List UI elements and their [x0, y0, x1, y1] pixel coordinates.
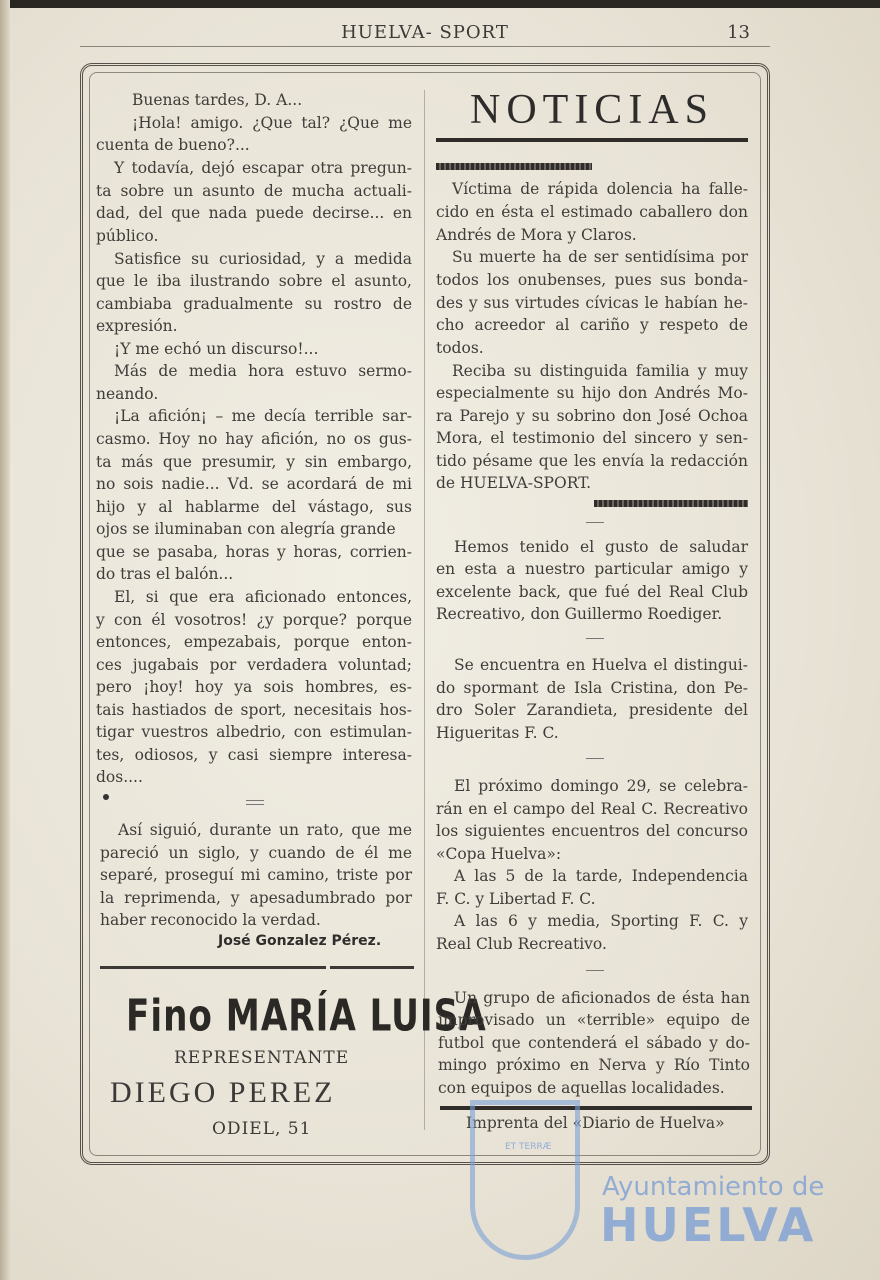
text-line: dad, del que nada puede decirse... en: [96, 204, 412, 222]
text-line: cuenta de bueno?...: [96, 136, 250, 154]
watermark-line-1: Ayuntamiento de: [602, 1172, 825, 1202]
text-line: Su muerte ha de ser sentidísima por: [452, 248, 748, 266]
text-line: dro Soler Zarandieta, presidente del: [436, 701, 748, 719]
running-head: [80, 20, 770, 47]
text-line: «Copa Huelva»:: [436, 845, 562, 863]
ad-top-rule: [100, 966, 326, 969]
ad-address: ODIEL, 51: [212, 1119, 312, 1139]
text-line: ¡Hola! amigo. ¿Que tal? ¿Que me: [132, 114, 412, 132]
text-line: tais hastiados de sport, necesitais hos-: [96, 701, 412, 719]
text-line: haber reconocido la verdad.: [100, 911, 321, 929]
text-line: ¡La afición¡ – me decía terrible sar-: [114, 407, 412, 425]
text-line: improvisado un «terrible» equipo de: [438, 1011, 750, 1029]
text-line: Y todavía, dejó escapar otra pregun-: [114, 159, 412, 177]
text-line: Hemos tenido el gusto de saludar: [454, 538, 748, 556]
text-line: ¡Y me echó un discurso!...: [114, 340, 319, 358]
text-line: cido en ésta el estimado caballero don: [436, 203, 748, 221]
text-line: cho acreedor al cariño y respeto de: [436, 316, 748, 334]
section-heading: NOTICIAS: [470, 87, 714, 133]
section-separator: [586, 970, 604, 971]
article-signature: José Gonzalez Pérez.: [218, 933, 382, 949]
ad-person: DIEGO PEREZ: [110, 1076, 336, 1109]
page-binding-edge: [0, 0, 10, 1280]
watermark-line-2: HUELVA: [600, 1198, 817, 1252]
shield-motto: ET TERRÆ: [505, 1142, 552, 1152]
text-line: Más de media hora estuvo sermo-: [114, 362, 412, 380]
text-line: público.: [96, 227, 159, 245]
text-line: entonces, empezabais, porque enton-: [96, 633, 412, 651]
text-line: Real Club Recreativo.: [436, 935, 607, 953]
ink-dot: [103, 794, 109, 800]
column-divider: [424, 90, 425, 1130]
text-line: y con él vosotros! ¿y porque? porque: [96, 611, 412, 629]
text-line: Se encuentra en Huelva el distingui-: [454, 656, 748, 674]
ornamental-rule: [594, 500, 748, 507]
text-line: tigar vuestros albedrio, con estimulan-: [96, 723, 412, 741]
text-line: pero ¡hoy! hoy ya sois hombres, es-: [96, 678, 412, 696]
ad-role: REPRESENTANTE: [174, 1048, 350, 1068]
text-line: ta más que presumir, y sin embargo,: [96, 453, 412, 471]
text-line: Víctima de rápida dolencia ha falle-: [452, 180, 748, 198]
text-line: no sois nadie... Vd. se acordará de mi: [96, 475, 412, 493]
text-line: los siguientes encuentros del concurso: [436, 822, 748, 840]
text-line: Buenas tardes, D. A...: [132, 91, 303, 109]
text-line: tido pésame que les envía la redacción: [436, 452, 748, 470]
text-line: rán en el campo del Real C. Recreativo: [436, 800, 748, 818]
text-line: cambiaba gradualmente su rostro de: [96, 295, 412, 313]
text-line: que se pasaba, horas y horas, corrien-: [96, 543, 412, 561]
text-line: El próximo domingo 29, se celebra-: [454, 777, 748, 795]
text-line: de HUELVA-SPORT.: [436, 474, 592, 492]
text-line: pareció un siglo, y cuando de él me: [100, 844, 412, 862]
text-line: Así siguió, durante un rato, que me: [118, 821, 412, 839]
publication-title: HUELVA- SPORT: [341, 22, 509, 43]
heading-rule: [436, 138, 748, 142]
text-line: todos los onubenses, pues sus bonda-: [436, 271, 748, 289]
city-shield-logo: [470, 1100, 580, 1260]
text-line: A las 6 y media, Sporting F. C. y: [454, 912, 748, 930]
section-separator: [246, 800, 264, 801]
text-line: casmo. Hoy no hay afición, no os gus-: [96, 430, 412, 448]
text-line: ces jugabais por verdadera voluntad;: [96, 656, 412, 674]
text-line: Mora, el testimonio del sincero y sen-: [436, 429, 748, 447]
text-line: Recreativo, don Guillermo Roediger.: [436, 605, 723, 623]
text-line: con equipos de aquellas localidades.: [438, 1079, 725, 1097]
text-line: des y sus virtudes cívicas le habían he-: [436, 294, 748, 312]
page-number: 13: [727, 22, 750, 43]
text-line: tes, odiosos, y casi siempre interesa-: [96, 746, 412, 764]
text-line: ta sobre un asunto de mucha actuali-: [96, 182, 412, 200]
text-line: Andrés de Mora y Claros.: [436, 226, 637, 244]
text-line: futbol que contenderá el sábado y do-: [438, 1034, 750, 1052]
text-line: la reprimenda, y apesadumbrado por: [100, 889, 412, 907]
text-line: que le iba ilustrando sobre el asunto,: [96, 272, 412, 290]
text-line: do spormant de Isla Cristina, don Pe-: [436, 679, 748, 697]
text-line: Satisfice su curiosidad, y a medida: [114, 250, 412, 268]
text-line: Un grupo de aficionados de ésta han: [454, 989, 750, 1007]
text-line: F. C. y Libertad F. C.: [436, 890, 596, 908]
text-line: A las 5 de la tarde, Independencia: [454, 867, 748, 885]
section-separator: [586, 522, 604, 523]
text-line: dos....: [96, 768, 143, 786]
text-line: hijo y al hablarme del vástago, sus: [96, 498, 412, 516]
page-edge: [0, 0, 880, 8]
text-line: en esta a nuestro particular amigo y: [436, 560, 748, 578]
text-line: mingo próximo en Nerva y Río Tinto: [438, 1056, 750, 1074]
ad-brand-name: Fino MARÍA LUISA: [126, 990, 487, 1041]
text-line: especialmente su hijo don Andrés Mo-: [436, 384, 748, 402]
text-line: separé, proseguí mi camino, triste por: [100, 866, 412, 884]
ornamental-rule: [436, 163, 592, 170]
text-line: El, si que era aficionado entonces,: [114, 588, 412, 606]
text-line: ra Parejo y su sobrino don José Ochoa: [436, 407, 748, 425]
text-line: excelente back, que fué del Real Club: [436, 583, 748, 601]
text-line: ojos se iluminaban con alegría grande: [96, 520, 396, 538]
section-separator: [586, 638, 604, 639]
text-line: todos.: [436, 339, 484, 357]
printer-imprint: Imprenta del «Diario de Huelva»: [466, 1114, 725, 1132]
section-separator: [586, 758, 604, 759]
text-line: do tras el balón...: [96, 565, 234, 583]
text-line: expresión.: [96, 317, 178, 335]
text-line: Reciba su distinguida familia y muy: [452, 362, 748, 380]
text-line: neando.: [96, 385, 159, 403]
text-line: Higueritas F. C.: [436, 724, 559, 742]
